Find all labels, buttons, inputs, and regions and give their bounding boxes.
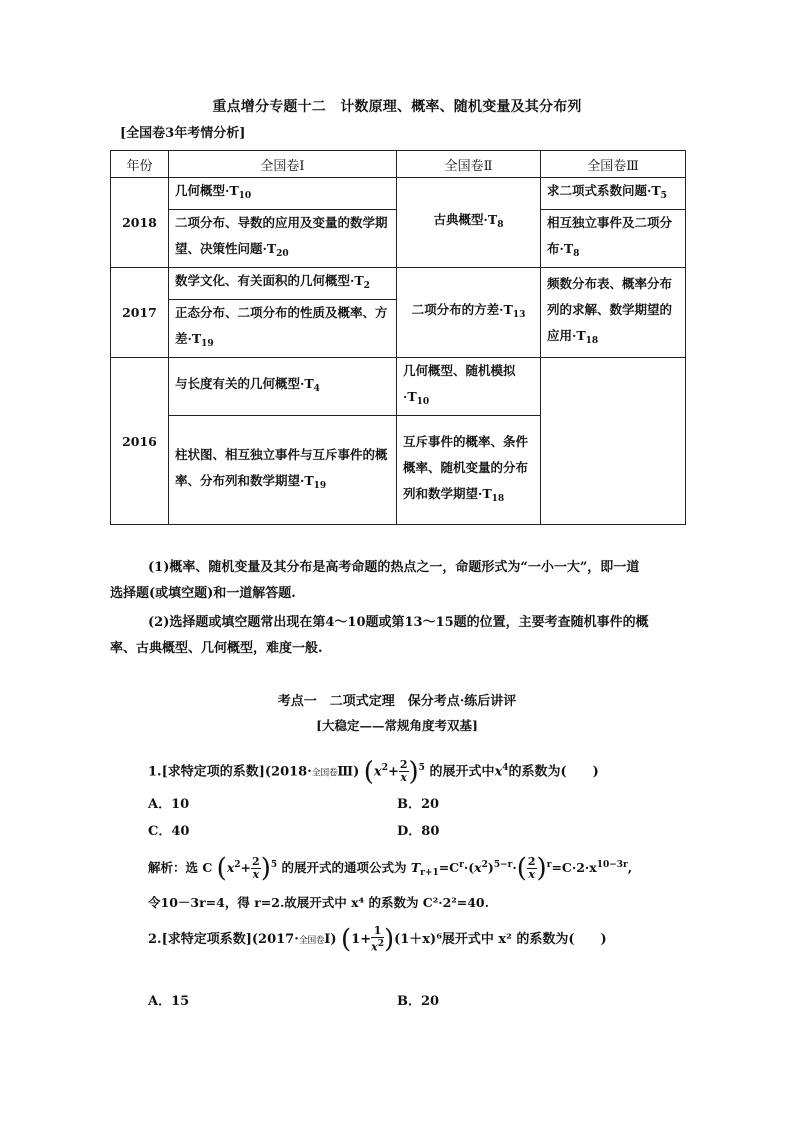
q1-option-d: D．80 — [397, 824, 440, 839]
year-cell: 2018 — [111, 178, 169, 268]
section-title: 考点一 二项式定理 保分考点·练后讲评 — [277, 694, 517, 709]
exam-analysis-table — [110, 150, 686, 525]
analysis-paragraph-1-line-2: 选择题(或填空题)和一道解答题. — [110, 586, 296, 601]
header-paper-2: 全国卷Ⅱ — [397, 151, 541, 178]
table-row — [111, 358, 686, 416]
table-cell: 二项分布、导数的应用及变量的数学期望、决策性问题$\cdot T_{20}$ — [169, 210, 397, 268]
table-row — [111, 268, 686, 300]
q1-option-a: A．10 — [148, 797, 190, 812]
table-cell: 二项分布的方差$\cdot T_{13}$ — [397, 268, 541, 358]
table-cell: 数学文化、有关面积的几何概型$\cdot T_2$ — [169, 268, 397, 300]
table-cell: 古典概型$\cdot T_8$ — [397, 178, 541, 268]
page-title: 重点增分专题十二 计数原理、概率、随机变量及其分布列 — [212, 99, 582, 115]
analysis-paragraph-1-line-1: (1)概率、随机变量及其分布是高考命题的热点之一，命题形式为“一小一大”，即一道 — [148, 560, 640, 575]
analysis-paragraph-2-line-1: (2)选择题或填空题常出现在第4～10题或第13～15题的位置，主要考查随机事件的概 — [148, 615, 649, 630]
table-caption: [全国卷3年考情分析] — [120, 126, 246, 141]
q1-solution-line-1: 解析：选 C ($x^2+$ $\frac{2}{x}$ )$^5$ 的展开式的通项公式为 $T_{r+1}=C^r\cdot(x^2)^{5-r}\cdot$( $\frac{2}{x}$ )$^r=C\cdot 2\cdot x^{10-3r}$, — [148, 853, 633, 884]
table-cell-empty — [541, 358, 686, 525]
header-year: 年份 — [111, 151, 169, 178]
header-paper-1: 全国卷Ⅰ — [169, 151, 397, 178]
analysis-paragraph-2-line-2: 率、古典概型、几何概型，难度一般. — [110, 641, 323, 656]
q2-option-a: A．15 — [148, 994, 190, 1009]
q1-option-b: B．20 — [397, 797, 440, 812]
q1-option-c: C．40 — [148, 824, 190, 839]
table-header-row — [111, 151, 686, 178]
year-cell: 2017 — [111, 268, 169, 358]
table-cell: 与长度有关的几何概型$\cdot T_4$ — [169, 358, 397, 416]
table-cell: 相互独立事件及二项分布$\cdot T_8$ — [541, 210, 686, 268]
table-cell: 柱状图、相互独立事件与互斥事件的概率、分布列和数学期望$\cdot T_{19}$ — [169, 416, 397, 525]
table-cell: 正态分布、二项分布的性质及概率、方差$\cdot T_{19}$ — [169, 300, 397, 358]
q2-option-b: B．20 — [397, 994, 440, 1009]
table-row — [111, 178, 686, 210]
header-paper-3: 全国卷Ⅲ — [541, 151, 686, 178]
table-cell: 求二项式系数问题$\cdot T_5$ — [541, 178, 686, 210]
question-2: 2.[求特定项系数](2017·全国卷Ⅰ) (1+ $\frac{1}{x^2}$ )(1＋x)⁶展开式中 x² 的系数为( ) — [148, 924, 607, 955]
section-subtitle: [大稳定——常规角度考双基] — [316, 718, 478, 733]
table-cell: 几何概型$\cdot T_{10}$ — [169, 178, 397, 210]
table-cell: 几何概型、随机模拟$\cdot T_{10}$ — [397, 358, 541, 416]
q1-solution-line-2: 令10－3r=4，得 r=2.故展开式中 x⁴ 的系数为 C²·2²=40. — [148, 895, 489, 910]
table-cell: 频数分布表、概率分布列的求解、数学期望的应用$\cdot T_{18}$ — [541, 268, 686, 358]
year-cell: 2016 — [111, 358, 169, 525]
table-cell: 互斥事件的概率、条件概率、随机变量的分布列和数学期望$\cdot T_{18}$ — [397, 416, 541, 525]
question-1: 1.[求特定项的系数](2018·全国卷Ⅲ) ($x^2+$ $\frac{2}{x}$ )$^5$ 的展开式中$x^4$的系数为( ) — [148, 756, 599, 787]
